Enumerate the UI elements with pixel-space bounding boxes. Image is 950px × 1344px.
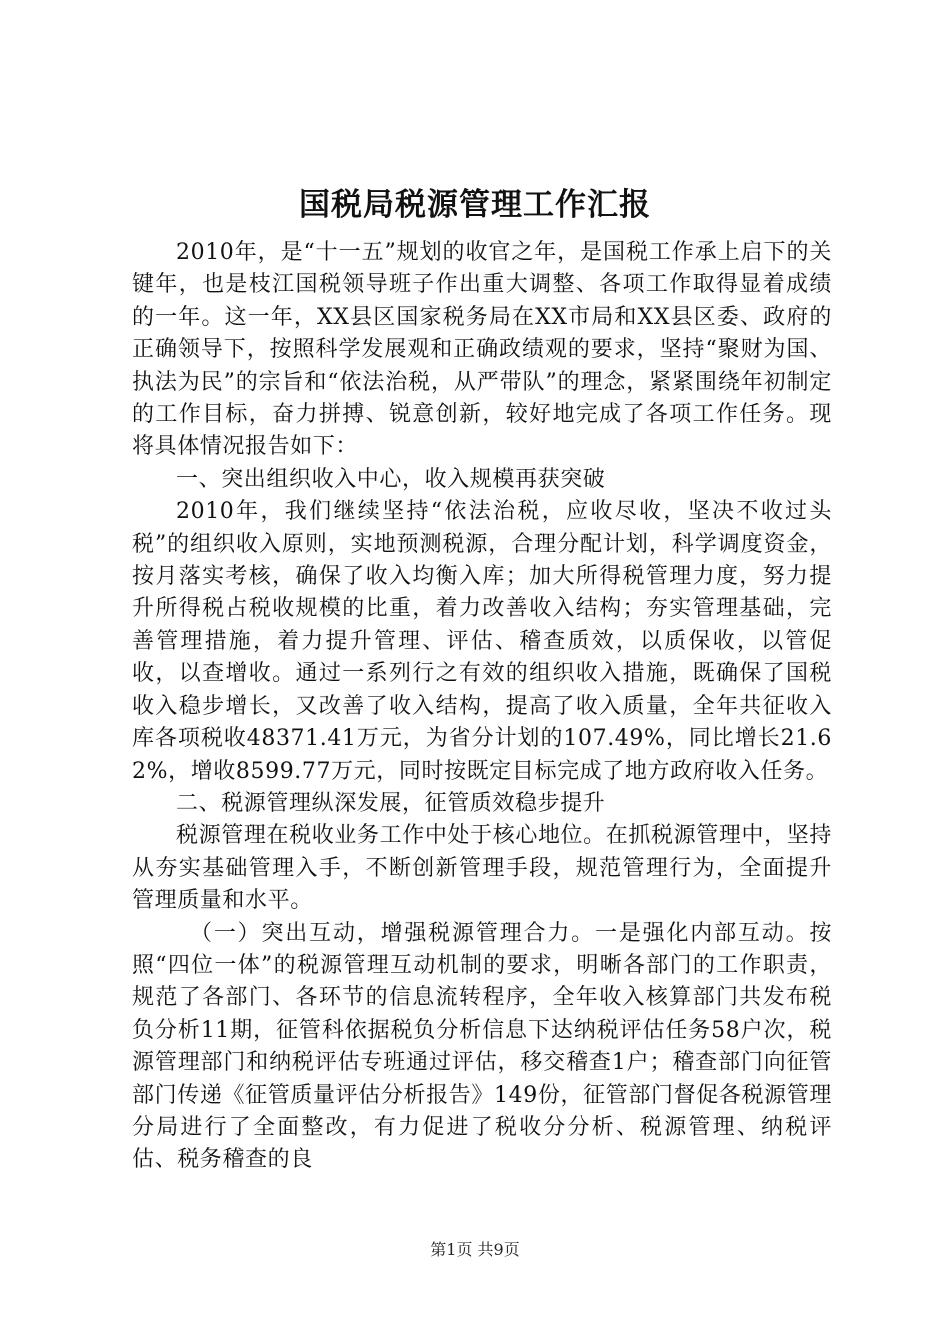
section-2-paragraph: 税源管理在税收业务工作中处于核心地位。在抓税源管理中，坚持从夯实基础管理入手，不断创新管理手段，规范管理行为，全面提升管理质量和水平。: [132, 823, 832, 914]
intro-paragraph: 2010年，是“十一五”规划的收官之年，是国税工作承上启下的关键年，也是枝江国税领导班子作出重大调整、各项工作取得显着成绩的一年。这一年，XX县区国家税务局在XX市局和XX县区委、政府的正确领导下，按照科学发展观和正确政绩观的要求，坚持“聚财为国、执法为民”的宗旨和“依法治税，从严带队”的理念，紧紧围绕年初制定的工作目标，奋力拼搏、锐意创新，较好地完成了各项工作任务。现将具体情况报告如下：: [132, 240, 832, 460]
document-title: 国税局税源管理工作汇报: [299, 187, 651, 223]
section-heading-2: 二、税源管理纵深发展，征管质效稳步提升: [176, 790, 606, 816]
subsection-1-paragraph: （一）突出互动，增强税源管理合力。一是强化内部互动。按照“四位一体”的税源管理互动机制的要求，明晰各部门的工作职责，规范了各部门、各环节的信息流转程序，全年收入核算部门共发布税负分析11期，征管科依据税负分析信息下达纳税评估任务58户次，税源管理部门和纳税评估专班通过评估，移交稽查1户；稽查部门向征管部门传递《征管质量评估分析报告》149份，征管部门督促各税源管理分局进行了全面整改，有力促进了税收分分析、税源管理、纳税评估、税务稽查的良: [132, 920, 832, 1173]
section-1-paragraph: 2010年，我们继续坚持“依法治税，应收尽收，坚决不收过头税”的组织收入原则，实地预测税源，合理分配计划，科学调度资金，按月落实考核，确保了收入均衡入库；加大所得税管理力度，努力提升所得税占税收规模的比重，着力改善收入结构；夯实管理基础，完善管理措施，着力提升管理、评估、稽查质效，以质保收，以管促收，以查增收。通过一系列行之有效的组织收入措施，既确保了国税收入稳步增长，又改善了收入结构，提高了收入质量，全年共征收入库各项税收48371.41万元，为省分计划的107.49%，同比增长21.62%，增收8599.77万元，同时按既定目标完成了地方政府收入任务。: [132, 499, 832, 784]
page-footer: 第1页 共9页: [430, 1240, 520, 1259]
document-body: [132, 237, 832, 1177]
section-heading-1: 一、突出组织收入中心，收入规模再获突破: [176, 466, 606, 492]
